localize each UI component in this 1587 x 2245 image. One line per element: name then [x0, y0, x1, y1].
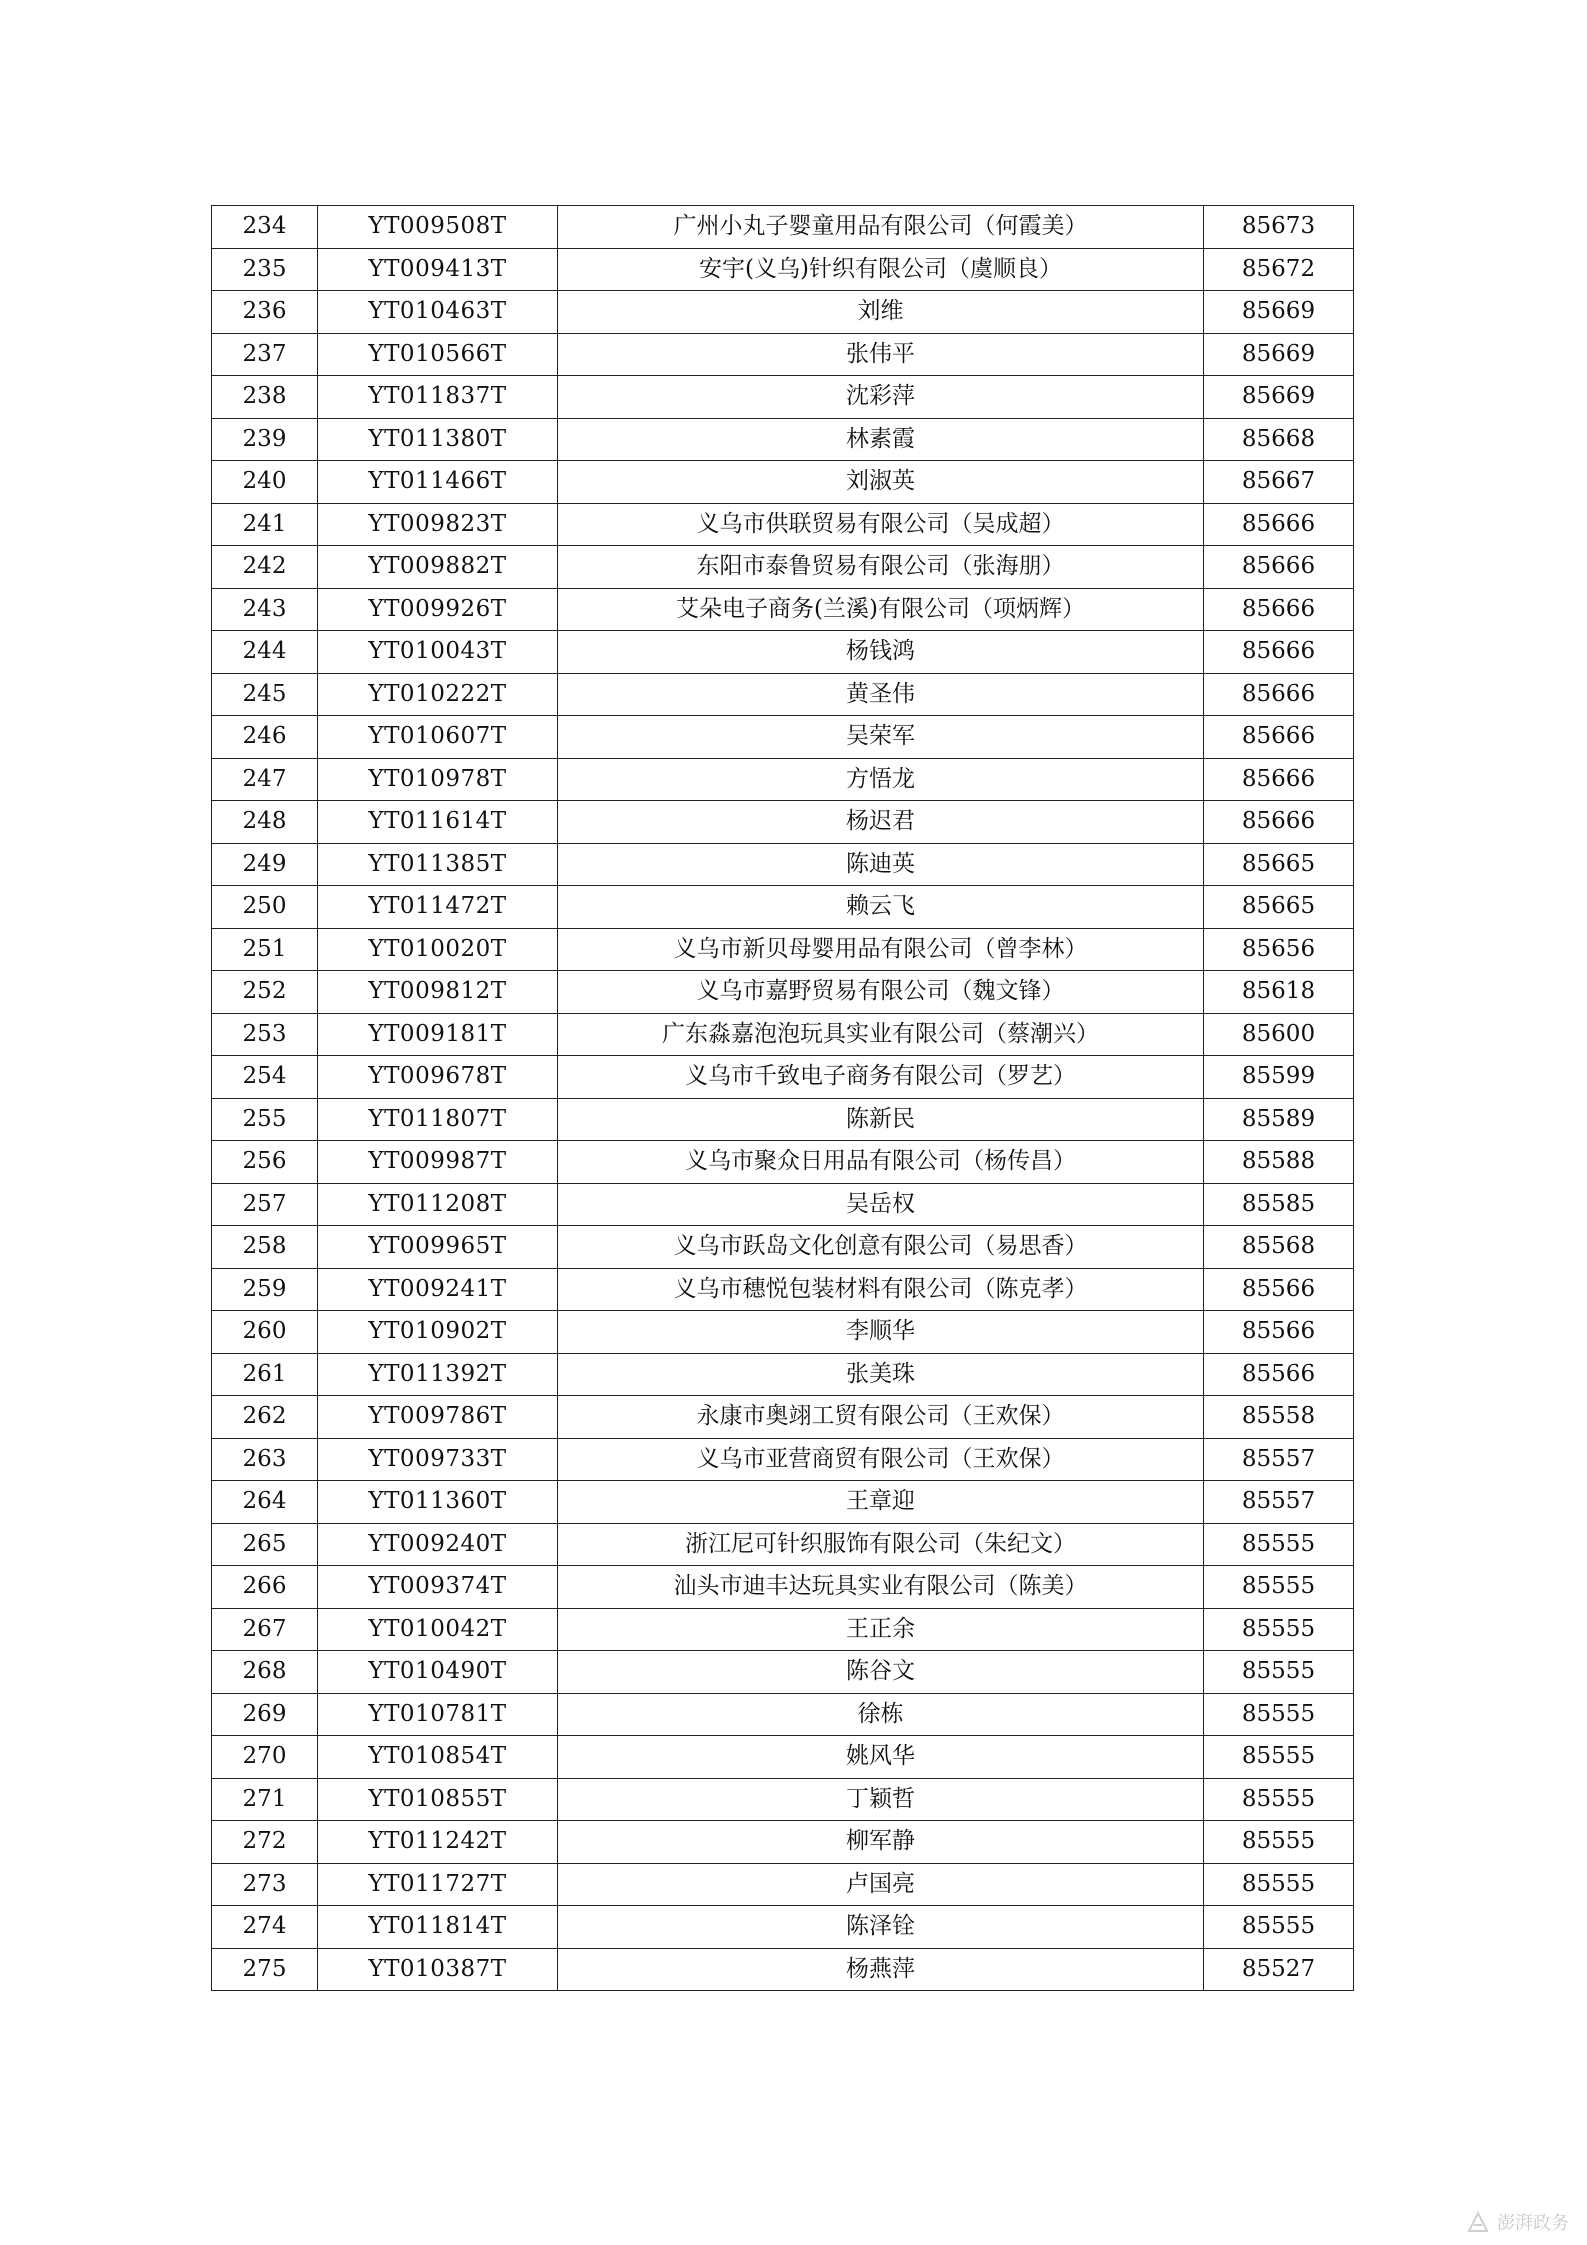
registration-id-cell: YT011392T — [318, 1353, 558, 1396]
score-cell: 85666 — [1204, 801, 1354, 844]
registration-id-cell: YT011614T — [318, 801, 558, 844]
score-cell: 85555 — [1204, 1821, 1354, 1864]
score-cell: 85555 — [1204, 1693, 1354, 1736]
applicant-name-cell: 安宇(义乌)针织有限公司（虞顺良） — [558, 248, 1204, 291]
row-number-cell: 248 — [212, 801, 318, 844]
score-cell: 85600 — [1204, 1013, 1354, 1056]
applicant-name-cell: 汕头市迪丰达玩具实业有限公司（陈美） — [558, 1566, 1204, 1609]
table-row — [212, 1481, 1354, 1524]
table-row — [212, 1353, 1354, 1396]
registration-id-cell: YT010042T — [318, 1608, 558, 1651]
row-number-cell: 242 — [212, 546, 318, 589]
registration-id-cell: YT009678T — [318, 1056, 558, 1099]
registration-id-cell: YT011208T — [318, 1183, 558, 1226]
table-row — [212, 248, 1354, 291]
applicant-name-cell: 陈迪英 — [558, 843, 1204, 886]
applicant-name-cell: 林素霞 — [558, 418, 1204, 461]
registration-id-cell: YT011385T — [318, 843, 558, 886]
table-row — [212, 631, 1354, 674]
table-row — [212, 1523, 1354, 1566]
row-number-cell: 261 — [212, 1353, 318, 1396]
score-cell: 85667 — [1204, 461, 1354, 504]
table-row — [212, 1863, 1354, 1906]
ranking-table-body — [212, 206, 1354, 1991]
score-cell: 85588 — [1204, 1141, 1354, 1184]
applicant-name-cell: 义乌市千致电子商务有限公司（罗艺） — [558, 1056, 1204, 1099]
score-cell: 85555 — [1204, 1651, 1354, 1694]
registration-id-cell: YT011727T — [318, 1863, 558, 1906]
row-number-cell: 262 — [212, 1396, 318, 1439]
score-cell: 85555 — [1204, 1778, 1354, 1821]
score-cell: 85555 — [1204, 1863, 1354, 1906]
ranking-table — [211, 205, 1354, 1991]
registration-id-cell: YT009240T — [318, 1523, 558, 1566]
score-cell: 85589 — [1204, 1098, 1354, 1141]
table-row — [212, 206, 1354, 249]
registration-id-cell: YT009508T — [318, 206, 558, 249]
score-cell: 85666 — [1204, 588, 1354, 631]
registration-id-cell: YT009241T — [318, 1268, 558, 1311]
registration-id-cell: YT011814T — [318, 1906, 558, 1949]
registration-id-cell: YT010854T — [318, 1736, 558, 1779]
table-row — [212, 1183, 1354, 1226]
score-cell: 85668 — [1204, 418, 1354, 461]
table-row — [212, 461, 1354, 504]
applicant-name-cell: 李顺华 — [558, 1311, 1204, 1354]
score-cell: 85666 — [1204, 758, 1354, 801]
score-cell: 85555 — [1204, 1523, 1354, 1566]
applicant-name-cell: 永康市奥翊工贸有限公司（王欢保） — [558, 1396, 1204, 1439]
applicant-name-cell: 东阳市泰鲁贸易有限公司（张海朋） — [558, 546, 1204, 589]
row-number-cell: 237 — [212, 333, 318, 376]
row-number-cell: 254 — [212, 1056, 318, 1099]
score-cell: 85599 — [1204, 1056, 1354, 1099]
table-row — [212, 1141, 1354, 1184]
score-cell: 85555 — [1204, 1736, 1354, 1779]
registration-id-cell: YT009181T — [318, 1013, 558, 1056]
score-cell: 85666 — [1204, 546, 1354, 589]
table-row — [212, 376, 1354, 419]
registration-id-cell: YT010490T — [318, 1651, 558, 1694]
table-row — [212, 1566, 1354, 1609]
registration-id-cell: YT009882T — [318, 546, 558, 589]
table-row — [212, 801, 1354, 844]
score-cell: 85669 — [1204, 291, 1354, 334]
row-number-cell: 265 — [212, 1523, 318, 1566]
table-row — [212, 333, 1354, 376]
score-cell: 85555 — [1204, 1566, 1354, 1609]
registration-id-cell: YT011472T — [318, 886, 558, 929]
score-cell: 85557 — [1204, 1438, 1354, 1481]
row-number-cell: 246 — [212, 716, 318, 759]
row-number-cell: 255 — [212, 1098, 318, 1141]
registration-id-cell: YT009374T — [318, 1566, 558, 1609]
table-row — [212, 758, 1354, 801]
applicant-name-cell: 赖云飞 — [558, 886, 1204, 929]
table-row — [212, 418, 1354, 461]
registration-id-cell: YT010020T — [318, 928, 558, 971]
applicant-name-cell: 吴荣军 — [558, 716, 1204, 759]
table-row — [212, 1311, 1354, 1354]
row-number-cell: 271 — [212, 1778, 318, 1821]
applicant-name-cell: 姚风华 — [558, 1736, 1204, 1779]
registration-id-cell: YT011466T — [318, 461, 558, 504]
row-number-cell: 245 — [212, 673, 318, 716]
table-row — [212, 1226, 1354, 1269]
row-number-cell: 244 — [212, 631, 318, 674]
score-cell: 85665 — [1204, 843, 1354, 886]
table-row — [212, 971, 1354, 1014]
applicant-name-cell: 杨钱鸿 — [558, 631, 1204, 674]
registration-id-cell: YT011807T — [318, 1098, 558, 1141]
registration-id-cell: YT009733T — [318, 1438, 558, 1481]
applicant-name-cell: 丁颖哲 — [558, 1778, 1204, 1821]
row-number-cell: 236 — [212, 291, 318, 334]
table-row — [212, 1098, 1354, 1141]
row-number-cell: 239 — [212, 418, 318, 461]
applicant-name-cell: 刘维 — [558, 291, 1204, 334]
registration-id-cell: YT010387T — [318, 1948, 558, 1991]
applicant-name-cell: 艾朵电子商务(兰溪)有限公司（项炳辉） — [558, 588, 1204, 631]
registration-id-cell: YT009965T — [318, 1226, 558, 1269]
registration-id-cell: YT010222T — [318, 673, 558, 716]
registration-id-cell: YT010463T — [318, 291, 558, 334]
row-number-cell: 270 — [212, 1736, 318, 1779]
row-number-cell: 272 — [212, 1821, 318, 1864]
row-number-cell: 235 — [212, 248, 318, 291]
table-row — [212, 503, 1354, 546]
row-number-cell: 238 — [212, 376, 318, 419]
row-number-cell: 269 — [212, 1693, 318, 1736]
applicant-name-cell: 王正余 — [558, 1608, 1204, 1651]
score-cell: 85557 — [1204, 1481, 1354, 1524]
applicant-name-cell: 张伟平 — [558, 333, 1204, 376]
table-row — [212, 588, 1354, 631]
applicant-name-cell: 杨迟君 — [558, 801, 1204, 844]
score-cell: 85656 — [1204, 928, 1354, 971]
row-number-cell: 249 — [212, 843, 318, 886]
score-cell: 85555 — [1204, 1906, 1354, 1949]
table-row — [212, 1438, 1354, 1481]
row-number-cell: 266 — [212, 1566, 318, 1609]
row-number-cell: 267 — [212, 1608, 318, 1651]
registration-id-cell: YT009413T — [318, 248, 558, 291]
applicant-name-cell: 陈谷文 — [558, 1651, 1204, 1694]
applicant-name-cell: 陈泽铨 — [558, 1906, 1204, 1949]
registration-id-cell: YT009823T — [318, 503, 558, 546]
score-cell: 85666 — [1204, 631, 1354, 674]
registration-id-cell: YT010781T — [318, 1693, 558, 1736]
registration-id-cell: YT011380T — [318, 418, 558, 461]
registration-id-cell: YT009786T — [318, 1396, 558, 1439]
registration-id-cell: YT011837T — [318, 376, 558, 419]
applicant-name-cell: 广东淼嘉泡泡玩具实业有限公司（蔡潮兴） — [558, 1013, 1204, 1056]
score-cell: 85672 — [1204, 248, 1354, 291]
table-row — [212, 1778, 1354, 1821]
registration-id-cell: YT009987T — [318, 1141, 558, 1184]
table-row — [212, 1821, 1354, 1864]
table-row — [212, 673, 1354, 716]
table-row — [212, 1651, 1354, 1694]
score-cell: 85669 — [1204, 333, 1354, 376]
applicant-name-cell: 方悟龙 — [558, 758, 1204, 801]
registration-id-cell: YT009926T — [318, 588, 558, 631]
table-row — [212, 1948, 1354, 1991]
registration-id-cell: YT010855T — [318, 1778, 558, 1821]
score-cell: 85527 — [1204, 1948, 1354, 1991]
applicant-name-cell: 黄圣伟 — [558, 673, 1204, 716]
table-row — [212, 886, 1354, 929]
applicant-name-cell: 吴岳权 — [558, 1183, 1204, 1226]
table-row — [212, 1736, 1354, 1779]
table-row — [212, 1906, 1354, 1949]
score-cell: 85566 — [1204, 1268, 1354, 1311]
row-number-cell: 257 — [212, 1183, 318, 1226]
applicant-name-cell: 义乌市供联贸易有限公司（吴成超） — [558, 503, 1204, 546]
applicant-name-cell: 卢国亮 — [558, 1863, 1204, 1906]
row-number-cell: 259 — [212, 1268, 318, 1311]
registration-id-cell: YT011360T — [318, 1481, 558, 1524]
table-row — [212, 1608, 1354, 1651]
row-number-cell: 234 — [212, 206, 318, 249]
row-number-cell: 241 — [212, 503, 318, 546]
row-number-cell: 252 — [212, 971, 318, 1014]
score-cell: 85555 — [1204, 1608, 1354, 1651]
registration-id-cell: YT010607T — [318, 716, 558, 759]
row-number-cell: 247 — [212, 758, 318, 801]
applicant-name-cell: 义乌市穗悦包装材料有限公司（陈克孝） — [558, 1268, 1204, 1311]
score-cell: 85618 — [1204, 971, 1354, 1014]
row-number-cell: 256 — [212, 1141, 318, 1184]
applicant-name-cell: 刘淑英 — [558, 461, 1204, 504]
score-cell: 85666 — [1204, 673, 1354, 716]
score-cell: 85669 — [1204, 376, 1354, 419]
applicant-name-cell: 沈彩萍 — [558, 376, 1204, 419]
applicant-name-cell: 柳军静 — [558, 1821, 1204, 1864]
score-cell: 85566 — [1204, 1353, 1354, 1396]
registration-id-cell: YT010978T — [318, 758, 558, 801]
score-cell: 85585 — [1204, 1183, 1354, 1226]
row-number-cell: 273 — [212, 1863, 318, 1906]
row-number-cell: 260 — [212, 1311, 318, 1354]
table-row — [212, 1693, 1354, 1736]
table-row — [212, 843, 1354, 886]
applicant-name-cell: 义乌市聚众日用品有限公司（杨传昌） — [558, 1141, 1204, 1184]
row-number-cell: 275 — [212, 1948, 318, 1991]
score-cell: 85673 — [1204, 206, 1354, 249]
applicant-name-cell: 义乌市新贝母婴用品有限公司（曾李林） — [558, 928, 1204, 971]
registration-id-cell: YT010566T — [318, 333, 558, 376]
applicant-name-cell: 义乌市亚营商贸有限公司（王欢保） — [558, 1438, 1204, 1481]
score-cell: 85666 — [1204, 716, 1354, 759]
applicant-name-cell: 陈新民 — [558, 1098, 1204, 1141]
table-row — [212, 928, 1354, 971]
score-cell: 85666 — [1204, 503, 1354, 546]
table-row — [212, 291, 1354, 334]
row-number-cell: 258 — [212, 1226, 318, 1269]
applicant-name-cell: 徐栋 — [558, 1693, 1204, 1736]
row-number-cell: 274 — [212, 1906, 318, 1949]
row-number-cell: 240 — [212, 461, 318, 504]
table-row — [212, 1396, 1354, 1439]
row-number-cell: 243 — [212, 588, 318, 631]
applicant-name-cell: 王章迎 — [558, 1481, 1204, 1524]
registration-id-cell: YT009812T — [318, 971, 558, 1014]
score-cell: 85568 — [1204, 1226, 1354, 1269]
applicant-name-cell: 浙江尼可针织服饰有限公司（朱纪文） — [558, 1523, 1204, 1566]
table-row — [212, 1056, 1354, 1099]
watermark-logo-icon — [1465, 2209, 1491, 2235]
applicant-name-cell: 义乌市跃岛文化创意有限公司（易思香） — [558, 1226, 1204, 1269]
applicant-name-cell: 张美珠 — [558, 1353, 1204, 1396]
table-row — [212, 1268, 1354, 1311]
row-number-cell: 253 — [212, 1013, 318, 1056]
table-row — [212, 546, 1354, 589]
applicant-name-cell: 杨燕萍 — [558, 1948, 1204, 1991]
row-number-cell: 268 — [212, 1651, 318, 1694]
score-cell: 85566 — [1204, 1311, 1354, 1354]
row-number-cell: 264 — [212, 1481, 318, 1524]
registration-id-cell: YT011242T — [318, 1821, 558, 1864]
applicant-name-cell: 广州小丸子婴童用品有限公司（何霞美） — [558, 206, 1204, 249]
watermark-text: 澎湃政务 — [1497, 2213, 1569, 2234]
watermark — [1465, 2209, 1569, 2235]
row-number-cell: 263 — [212, 1438, 318, 1481]
table-row — [212, 1013, 1354, 1056]
row-number-cell: 250 — [212, 886, 318, 929]
registration-id-cell: YT010902T — [318, 1311, 558, 1354]
registration-id-cell: YT010043T — [318, 631, 558, 674]
score-cell: 85558 — [1204, 1396, 1354, 1439]
score-cell: 85665 — [1204, 886, 1354, 929]
row-number-cell: 251 — [212, 928, 318, 971]
table-row — [212, 716, 1354, 759]
applicant-name-cell: 义乌市嘉野贸易有限公司（魏文锋） — [558, 971, 1204, 1014]
